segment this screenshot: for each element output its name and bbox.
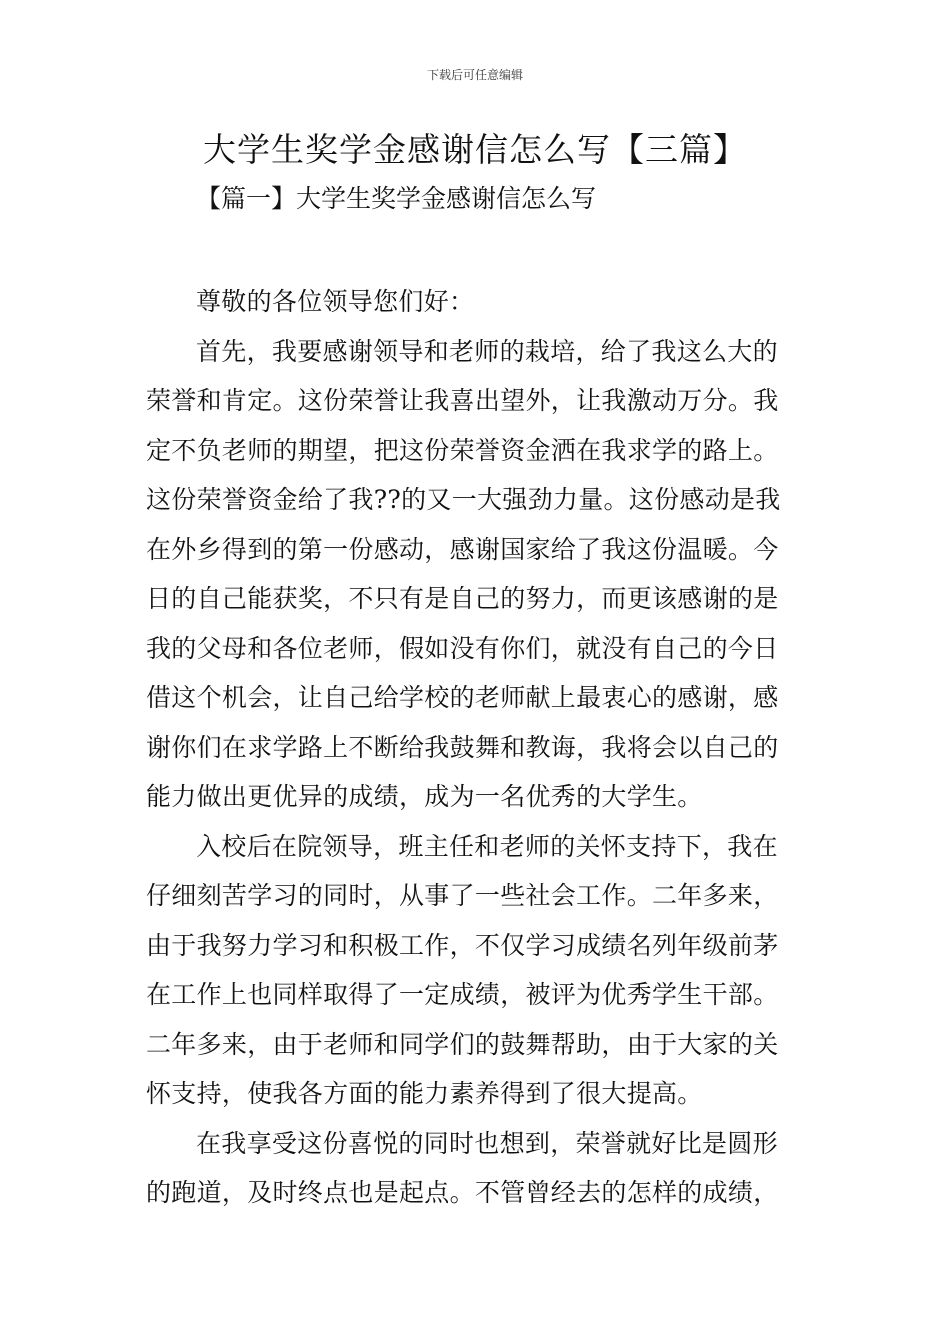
body-line: 由于我努力学习和积极工作，不仅学习成绩名列年级前茅 bbox=[146, 930, 779, 960]
body-line: 能力做出更优异的成绩，成为一名优秀的大学生。 bbox=[146, 782, 703, 811]
letter-body bbox=[146, 277, 810, 1218]
body-line: 仔细刻苦学习的同时，从事了一些社会工作。二年多来， bbox=[146, 881, 779, 910]
page-header-note: 下载后可任意编辑 bbox=[426, 68, 523, 82]
body-line: 这份荣誉资金给了我??的又一大强劲力量。这份感动是我 bbox=[146, 485, 781, 514]
salutation: 尊敬的各位领导您们好： bbox=[196, 287, 475, 316]
body-line: 我的父母和各位老师，假如没有你们，就没有自己的今日 bbox=[146, 633, 779, 663]
body-line: 入校后在院领导，班主任和老师的关怀支持下，我在 bbox=[196, 831, 778, 861]
body-line: 二年多来，由于老师和同学们的鼓舞帮助，由于大家的关 bbox=[146, 1029, 779, 1059]
body-line: 定不负老师的期望，把这份荣誉资金洒在我求学的路上。 bbox=[146, 435, 779, 465]
body-line: 怀支持，使我各方面的能力素养得到了很大提高。 bbox=[146, 1079, 703, 1108]
body-line: 荣誉和肯定。这份荣誉让我喜出望外，让我激动万分。我 bbox=[146, 386, 779, 415]
body-line: 在外乡得到的第一份感动，感谢国家给了我这份温暖。今 bbox=[146, 534, 779, 564]
body-line: 在我享受这份喜悦的同时也想到，荣誉就好比是圆形 bbox=[196, 1128, 778, 1158]
body-line: 谢你们在求学路上不断给我鼓舞和教诲，我将会以自己的 bbox=[146, 732, 779, 762]
body-line: 在工作上也同样取得了一定成绩，被评为优秀学生干部。 bbox=[146, 980, 779, 1009]
section-heading: 【篇一】大学生奖学金感谢信怎么写 bbox=[196, 184, 597, 213]
body-line: 日的自己能获奖，不只有是自己的努力，而更该感谢的是 bbox=[146, 584, 779, 613]
body-line: 首先，我要感谢领导和老师的栽培，给了我这么大的 bbox=[196, 336, 778, 366]
body-line: 借这个机会，让自己给学校的老师献上最衷心的感谢，感 bbox=[146, 683, 779, 712]
document-title: 大学生奖学金感谢信怎么写【三篇】 bbox=[203, 130, 747, 169]
body-line: 的跑道，及时终点也是起点。不管曾经去的怎样的成绩， bbox=[146, 1178, 779, 1207]
